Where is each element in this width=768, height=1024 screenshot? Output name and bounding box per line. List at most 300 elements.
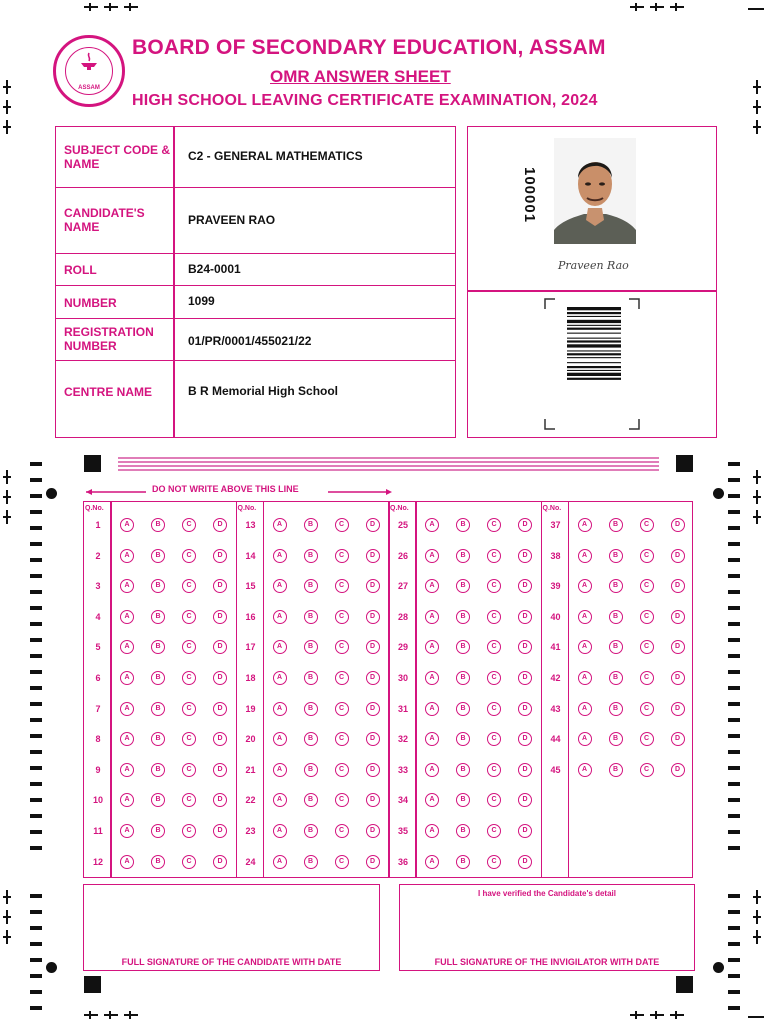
- question-row: [389, 668, 542, 688]
- candidate-signature-label: FULL SIGNATURE OF THE CANDIDATE WITH DATE: [121, 957, 342, 967]
- question-number: 24: [245, 856, 256, 867]
- timing-mark: [30, 462, 42, 466]
- answer-bubble-b[interactable]: B: [456, 579, 470, 593]
- answer-bubble-b[interactable]: B: [609, 671, 623, 685]
- answer-bubble-b[interactable]: B: [456, 732, 470, 746]
- answer-bubble-d[interactable]: D: [213, 824, 227, 838]
- answer-bubble-c[interactable]: C: [182, 671, 196, 685]
- question-row: [237, 668, 390, 688]
- answer-bubble-d[interactable]: D: [366, 610, 380, 624]
- invigilator-note: I have verified the Candidate's detail: [478, 889, 616, 898]
- answer-bubble-a[interactable]: A: [273, 732, 287, 746]
- question-number: 19: [245, 703, 256, 714]
- question-row: [237, 821, 390, 841]
- corner-mark: [84, 1014, 98, 1016]
- answer-bubble-c[interactable]: C: [640, 640, 654, 654]
- question-number: 5: [95, 642, 101, 653]
- answer-bubble-a[interactable]: A: [425, 855, 439, 869]
- answer-bubble-b[interactable]: B: [151, 732, 165, 746]
- answer-bubble-d[interactable]: D: [213, 549, 227, 563]
- answer-bubble-d[interactable]: D: [671, 549, 685, 563]
- question-number: 6: [95, 673, 101, 683]
- question-number: 10: [92, 795, 103, 806]
- question-row: [389, 546, 542, 566]
- answer-bubble-b[interactable]: B: [456, 671, 470, 685]
- corner-mark: [670, 1014, 684, 1016]
- answer-bubble-b[interactable]: B: [609, 549, 623, 563]
- answer-bubble-c[interactable]: C: [640, 732, 654, 746]
- timing-mark: [30, 494, 42, 498]
- question-number: 9: [95, 764, 101, 775]
- answer-bubble-c[interactable]: C: [182, 793, 196, 807]
- answer-bubble-d[interactable]: D: [671, 763, 685, 777]
- answer-bubble-a[interactable]: A: [425, 793, 439, 807]
- answer-bubble-b[interactable]: B: [456, 763, 470, 777]
- answer-bubble-b[interactable]: B: [456, 824, 470, 838]
- answer-bubble-b[interactable]: B: [456, 610, 470, 624]
- answer-bubble-a[interactable]: A: [273, 671, 287, 685]
- answer-bubble-a[interactable]: A: [425, 549, 439, 563]
- timing-mark: [30, 590, 42, 594]
- timing-mark: [728, 622, 740, 626]
- side-mark: [3, 516, 11, 518]
- answer-bubble-d[interactable]: D: [366, 702, 380, 716]
- answer-bubble-a[interactable]: A: [120, 763, 134, 777]
- side-mark: [753, 86, 761, 88]
- answer-bubble-d[interactable]: D: [518, 824, 532, 838]
- answer-bubble-b[interactable]: B: [609, 518, 623, 532]
- timing-mark: [728, 750, 740, 754]
- answer-bubble-c[interactable]: C: [182, 549, 196, 563]
- answer-bubble-a[interactable]: A: [273, 549, 287, 563]
- answer-bubble-d[interactable]: D: [213, 763, 227, 777]
- answer-bubble-d[interactable]: D: [366, 793, 380, 807]
- answer-bubble-b[interactable]: B: [151, 518, 165, 532]
- question-row: [389, 852, 542, 872]
- answer-bubble-a[interactable]: A: [120, 640, 134, 654]
- timing-mark: [30, 942, 42, 946]
- question-row: [542, 546, 695, 566]
- question-number: 41: [550, 642, 561, 653]
- corner-mark: [650, 1014, 664, 1016]
- timing-mark: [728, 654, 740, 658]
- side-mark: [753, 106, 761, 108]
- answer-bubble-a[interactable]: A: [425, 640, 439, 654]
- side-mark: [753, 936, 761, 938]
- answer-bubble-b[interactable]: B: [304, 671, 318, 685]
- answer-bubble-a[interactable]: A: [273, 610, 287, 624]
- answer-bubble-d[interactable]: D: [518, 610, 532, 624]
- answer-bubble-b[interactable]: B: [456, 793, 470, 807]
- question-number: 32: [397, 734, 408, 745]
- answer-bubble-c[interactable]: C: [335, 855, 349, 869]
- answer-bubble-c[interactable]: C: [335, 579, 349, 593]
- question-number: 27: [397, 581, 408, 592]
- answer-bubble-a[interactable]: A: [425, 518, 439, 532]
- question-row: [542, 668, 695, 688]
- timing-mark: [728, 606, 740, 610]
- answer-bubble-d[interactable]: D: [366, 855, 380, 869]
- answer-bubble-d[interactable]: D: [213, 702, 227, 716]
- name-label: CANDIDATE'S NAME: [64, 206, 145, 234]
- registration-row: [56, 319, 455, 361]
- answer-bubble-a[interactable]: A: [578, 518, 592, 532]
- answer-bubble-c[interactable]: C: [487, 640, 501, 654]
- answer-bubble-c[interactable]: C: [182, 579, 196, 593]
- answer-bubble-c[interactable]: C: [182, 610, 196, 624]
- corner-mark: [635, 1011, 637, 1019]
- answer-bubble-b[interactable]: B: [151, 855, 165, 869]
- answer-bubble-d[interactable]: D: [671, 702, 685, 716]
- side-mark: [753, 126, 761, 128]
- answer-bubble-c[interactable]: C: [487, 610, 501, 624]
- question-number: 18: [245, 673, 256, 683]
- answer-bubble-b[interactable]: B: [304, 518, 318, 532]
- answer-bubble-c[interactable]: C: [487, 855, 501, 869]
- question-row: [237, 790, 390, 810]
- answer-bubble-b[interactable]: B: [304, 824, 318, 838]
- answer-bubble-c[interactable]: C: [182, 824, 196, 838]
- side-mark: [753, 916, 761, 918]
- answer-bubble-d[interactable]: D: [671, 671, 685, 685]
- answer-bubble-c[interactable]: C: [487, 732, 501, 746]
- registration-dot: [46, 488, 57, 499]
- answer-bubble-c[interactable]: C: [182, 518, 196, 532]
- qno-header: Q.No.: [237, 505, 257, 512]
- answer-bubble-b[interactable]: B: [151, 549, 165, 563]
- answer-bubble-b[interactable]: B: [456, 549, 470, 563]
- timing-mark: [30, 558, 42, 562]
- answer-bubble-a[interactable]: A: [120, 610, 134, 624]
- answer-bubble-d[interactable]: D: [366, 579, 380, 593]
- question-row: [84, 821, 237, 841]
- answer-bubble-a[interactable]: A: [578, 579, 592, 593]
- answer-bubble-a[interactable]: A: [273, 763, 287, 777]
- answer-bubble-a[interactable]: A: [425, 610, 439, 624]
- answer-bubble-a[interactable]: A: [578, 549, 592, 563]
- answer-bubble-b[interactable]: B: [609, 579, 623, 593]
- answer-bubble-a[interactable]: A: [425, 732, 439, 746]
- answer-bubble-a[interactable]: A: [273, 640, 287, 654]
- answer-bubble-c[interactable]: C: [335, 763, 349, 777]
- answer-bubble-c[interactable]: C: [487, 763, 501, 777]
- answer-bubble-a[interactable]: A: [425, 671, 439, 685]
- qno-header: Q.No.: [85, 505, 104, 512]
- timing-mark: [30, 1006, 42, 1010]
- answer-bubble-b[interactable]: B: [151, 793, 165, 807]
- answer-bubble-a[interactable]: A: [120, 732, 134, 746]
- answer-bubble-d[interactable]: D: [213, 671, 227, 685]
- timing-mark: [30, 830, 42, 834]
- answer-bubble-d[interactable]: D: [213, 732, 227, 746]
- answer-bubble-c[interactable]: C: [182, 763, 196, 777]
- answer-bubble-c[interactable]: C: [487, 518, 501, 532]
- answer-bubble-c[interactable]: C: [335, 732, 349, 746]
- answer-bubble-a[interactable]: A: [425, 579, 439, 593]
- answer-bubble-a[interactable]: A: [578, 671, 592, 685]
- answer-bubble-d[interactable]: D: [366, 549, 380, 563]
- answer-bubble-d[interactable]: D: [213, 855, 227, 869]
- question-row: [389, 821, 542, 841]
- answer-bubble-c[interactable]: C: [487, 671, 501, 685]
- answer-bubble-b[interactable]: B: [304, 793, 318, 807]
- question-number: 22: [245, 795, 256, 806]
- answer-bubble-b[interactable]: B: [151, 671, 165, 685]
- answer-bubble-b[interactable]: B: [609, 763, 623, 777]
- answer-bubble-a[interactable]: A: [120, 671, 134, 685]
- answer-bubble-a[interactable]: A: [273, 824, 287, 838]
- timing-mark: [728, 798, 740, 802]
- answer-bubble-d[interactable]: D: [366, 640, 380, 654]
- timing-mark: [728, 942, 740, 946]
- question-row: [389, 729, 542, 749]
- question-number: 30: [397, 673, 408, 683]
- answer-bubble-a[interactable]: A: [273, 518, 287, 532]
- alignment-square-tr: [676, 455, 693, 472]
- answer-bubble-b[interactable]: B: [609, 732, 623, 746]
- answer-bubble-a[interactable]: A: [273, 579, 287, 593]
- timing-mark: [728, 638, 740, 642]
- answer-bubble-d[interactable]: D: [671, 610, 685, 624]
- roll-row: [56, 254, 455, 286]
- answer-bubble-a[interactable]: A: [273, 793, 287, 807]
- answer-bubble-d[interactable]: D: [671, 518, 685, 532]
- answer-bubble-b[interactable]: B: [151, 610, 165, 624]
- question-number: 25: [397, 520, 408, 530]
- answer-bubble-d[interactable]: D: [213, 518, 227, 532]
- alignment-square-bl: [84, 976, 101, 993]
- answer-bubble-b[interactable]: B: [304, 549, 318, 563]
- timing-mark: [30, 654, 42, 658]
- answer-bubble-a[interactable]: A: [425, 702, 439, 716]
- subject-label: SUBJECT CODE & NAME: [64, 143, 171, 171]
- answer-bubble-d[interactable]: D: [671, 640, 685, 654]
- answer-bubble-b[interactable]: B: [151, 702, 165, 716]
- answer-bubble-d[interactable]: D: [366, 824, 380, 838]
- timing-mark: [30, 718, 42, 722]
- timing-mark: [728, 910, 740, 914]
- timing-mark: [728, 830, 740, 834]
- answer-bubble-b[interactable]: B: [304, 579, 318, 593]
- answer-bubble-d[interactable]: D: [518, 732, 532, 746]
- answer-bubble-a[interactable]: A: [120, 702, 134, 716]
- timing-mark: [30, 622, 42, 626]
- exam-title: HIGH SCHOOL LEAVING CERTIFICATE EXAMINATION, 2024: [132, 92, 598, 109]
- question-number: 12: [92, 856, 103, 867]
- corner-mark: [129, 1011, 131, 1019]
- corner-mark: [655, 1011, 657, 1019]
- corner-mark: [89, 3, 91, 11]
- answer-bubble-c[interactable]: C: [487, 579, 501, 593]
- answer-bubble-a[interactable]: A: [578, 610, 592, 624]
- answer-bubble-b[interactable]: B: [456, 702, 470, 716]
- answer-bubble-b[interactable]: B: [304, 732, 318, 746]
- question-number: 28: [397, 611, 408, 622]
- corner-mark: [89, 1011, 91, 1019]
- corner-mark: [748, 8, 764, 10]
- answer-bubble-c[interactable]: C: [335, 640, 349, 654]
- answer-bubble-a[interactable]: A: [578, 763, 592, 777]
- answer-bubble-c[interactable]: C: [335, 549, 349, 563]
- candidate-signature-box[interactable]: [83, 884, 380, 971]
- answer-bubble-d[interactable]: D: [671, 579, 685, 593]
- timing-mark: [30, 766, 42, 770]
- answer-bubble-b[interactable]: B: [609, 640, 623, 654]
- answer-bubble-d[interactable]: D: [518, 855, 532, 869]
- answer-bubble-c[interactable]: C: [487, 702, 501, 716]
- corner-mark: [748, 1016, 764, 1018]
- answer-bubble-b[interactable]: B: [304, 640, 318, 654]
- answer-bubble-b[interactable]: B: [151, 640, 165, 654]
- person-photo-icon: [554, 138, 636, 244]
- answer-bubble-d[interactable]: D: [518, 763, 532, 777]
- answer-bubble-c[interactable]: C: [487, 549, 501, 563]
- answer-bubble-b[interactable]: B: [304, 610, 318, 624]
- question-number: 14: [245, 550, 256, 561]
- answer-bubble-c[interactable]: C: [335, 702, 349, 716]
- answer-bubble-b[interactable]: B: [609, 610, 623, 624]
- answer-bubble-c[interactable]: C: [640, 671, 654, 685]
- timing-mark: [728, 974, 740, 978]
- answer-bubble-d[interactable]: D: [213, 579, 227, 593]
- question-number: 21: [245, 764, 256, 775]
- answer-bubble-c[interactable]: C: [487, 824, 501, 838]
- answer-bubble-b[interactable]: B: [304, 702, 318, 716]
- answer-bubble-a[interactable]: A: [578, 640, 592, 654]
- answer-bubble-d[interactable]: D: [518, 702, 532, 716]
- registration-dot: [713, 962, 724, 973]
- question-number: 8: [95, 734, 101, 745]
- answer-bubble-d[interactable]: D: [671, 732, 685, 746]
- answer-bubble-a[interactable]: A: [425, 824, 439, 838]
- answer-bubble-d[interactable]: D: [213, 640, 227, 654]
- answer-bubble-c[interactable]: C: [487, 793, 501, 807]
- answer-bubble-b[interactable]: B: [456, 518, 470, 532]
- centre-label: CENTRE NAME: [64, 385, 153, 399]
- question-row: [542, 699, 695, 719]
- corner-mark: [630, 6, 644, 8]
- answer-bubble-d[interactable]: D: [518, 579, 532, 593]
- answer-bubble-d[interactable]: D: [366, 763, 380, 777]
- question-row: [84, 637, 237, 657]
- timing-mark: [30, 750, 42, 754]
- roll-value: B24-0001: [188, 262, 241, 276]
- answer-bubble-c[interactable]: C: [182, 640, 196, 654]
- timing-mark: [728, 718, 740, 722]
- answer-bubble-a[interactable]: A: [120, 579, 134, 593]
- answer-bubble-b[interactable]: B: [456, 855, 470, 869]
- question-row: [542, 576, 695, 596]
- answer-bubble-c[interactable]: C: [335, 793, 349, 807]
- answer-bubble-c[interactable]: C: [640, 702, 654, 716]
- answer-bubble-c[interactable]: C: [640, 763, 654, 777]
- answer-bubble-a[interactable]: A: [273, 702, 287, 716]
- corner-mark: [675, 1011, 677, 1019]
- answer-bubble-d[interactable]: D: [366, 732, 380, 746]
- answer-bubble-c[interactable]: C: [335, 671, 349, 685]
- barcode-number: 100001: [521, 167, 538, 224]
- answer-bubble-c[interactable]: C: [335, 518, 349, 532]
- question-number: 23: [245, 826, 256, 836]
- answer-bubble-d[interactable]: D: [213, 793, 227, 807]
- invigilator-signature-box[interactable]: [399, 884, 695, 971]
- answer-bubble-d[interactable]: D: [518, 671, 532, 685]
- question-number: 35: [397, 826, 408, 836]
- answer-bubble-b[interactable]: B: [151, 763, 165, 777]
- question-row: [389, 607, 542, 627]
- answer-bubble-c[interactable]: C: [182, 732, 196, 746]
- answer-bubble-c[interactable]: C: [640, 579, 654, 593]
- timing-mark: [30, 894, 42, 898]
- answer-bubble-a[interactable]: A: [425, 763, 439, 777]
- question-number: 42: [550, 673, 561, 683]
- answer-bubble-d[interactable]: D: [518, 549, 532, 563]
- answer-bubble-b[interactable]: B: [456, 640, 470, 654]
- answer-bubble-a[interactable]: A: [120, 824, 134, 838]
- answer-bubble-c[interactable]: C: [335, 824, 349, 838]
- question-row: [237, 852, 390, 872]
- corner-mark: [109, 1011, 111, 1019]
- answer-bubble-d[interactable]: D: [366, 518, 380, 532]
- question-row: [84, 546, 237, 566]
- answer-bubble-b[interactable]: B: [304, 855, 318, 869]
- answer-bubble-b[interactable]: B: [151, 579, 165, 593]
- question-number: 45: [550, 764, 561, 775]
- answer-bubble-a[interactable]: A: [273, 855, 287, 869]
- answer-bubble-a[interactable]: A: [120, 549, 134, 563]
- timing-mark: [728, 926, 740, 930]
- answer-bubble-b[interactable]: B: [304, 763, 318, 777]
- question-row: [237, 515, 390, 535]
- question-row: [237, 699, 390, 719]
- timing-mark: [728, 814, 740, 818]
- answer-bubble-d[interactable]: D: [213, 610, 227, 624]
- question-number: 1: [95, 520, 101, 530]
- question-number: 31: [397, 703, 408, 714]
- answer-bubble-c[interactable]: C: [335, 610, 349, 624]
- question-row: [237, 760, 390, 780]
- timing-mark: [30, 798, 42, 802]
- answer-bubble-d[interactable]: D: [518, 793, 532, 807]
- answer-bubble-c[interactable]: C: [640, 518, 654, 532]
- answer-bubble-d[interactable]: D: [366, 671, 380, 685]
- answer-bubble-b[interactable]: B: [151, 824, 165, 838]
- timing-mark: [728, 990, 740, 994]
- answer-bubble-c[interactable]: C: [182, 855, 196, 869]
- side-mark: [3, 86, 11, 88]
- answer-bubble-a[interactable]: A: [578, 702, 592, 716]
- answer-bubble-a[interactable]: A: [578, 732, 592, 746]
- answer-bubble-a[interactable]: A: [120, 855, 134, 869]
- answer-bubble-c[interactable]: C: [640, 610, 654, 624]
- answer-bubble-a[interactable]: A: [120, 518, 134, 532]
- timing-mark: [30, 958, 42, 962]
- question-number: 38: [550, 550, 561, 561]
- answer-bubble-b[interactable]: B: [609, 702, 623, 716]
- timing-mark: [728, 734, 740, 738]
- timing-mark: [30, 782, 42, 786]
- answer-bubble-d[interactable]: D: [518, 518, 532, 532]
- question-row: [84, 607, 237, 627]
- corner-mark: [129, 3, 131, 11]
- answer-bubble-c[interactable]: C: [640, 549, 654, 563]
- side-mark: [3, 916, 11, 918]
- candidate-signature: Praveen Rao: [558, 259, 629, 272]
- answer-bubble-c[interactable]: C: [182, 702, 196, 716]
- answer-bubble-a[interactable]: A: [120, 793, 134, 807]
- answer-bubble-d[interactable]: D: [518, 640, 532, 654]
- candidate-info-table: [55, 126, 456, 438]
